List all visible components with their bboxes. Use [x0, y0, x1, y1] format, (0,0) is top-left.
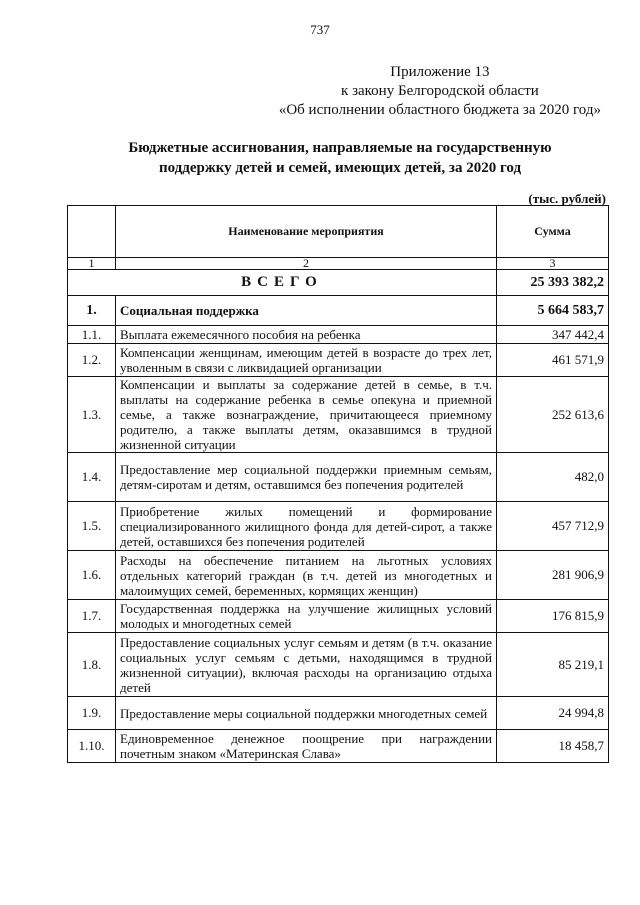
row-name: Приобретение жилых помещений и формирование специализированного жилищного фонда для детей-сирот, а также детей, оставшихся без попечения родителей	[116, 502, 497, 551]
title-line-2: поддержку детей и семей, имеющих детей, за 2020 год	[158, 160, 522, 176]
row-number: 1.3.	[68, 377, 116, 453]
row-name: Компенсации и выплаты за содержание детей в семье, в т.ч. выплаты на содержание ребенка в семье опекуна и приемной семье, а также вознаграждение, причитающееся приемному родителю, а также выплаты детям, оказавшимся в трудной жизненной ситуации	[116, 377, 497, 453]
table-row	[68, 697, 609, 730]
column-number-2: 2	[116, 258, 497, 270]
section-value: 5 664 583,7	[497, 296, 609, 326]
header-name-cell: Наименование мероприятия	[116, 206, 497, 258]
row-name: Расходы на обеспечение питанием на льготных условиях отдельных категорий граждан (в т.ч. детей из многодетных и малоимущих семей, беременных, кормящих женщин)	[116, 551, 497, 600]
title-line-1: Бюджетные ассигнования, направляемые на государственную	[128, 140, 552, 156]
appendix-line-1: Приложение 13	[390, 64, 490, 80]
row-value: 482,0	[497, 453, 609, 502]
units-label: (тыс. рублей)	[528, 191, 606, 206]
table-header-row	[68, 206, 609, 258]
table-row	[68, 344, 609, 377]
row-name: Предоставление социальных услуг семьям и детям (в т.ч. оказание социальных услуг семьям с детьми, находящимся в трудной жизненной ситуации), включая расходы на организацию отдыха детей	[116, 633, 497, 697]
row-name: Предоставление мер социальной поддержки приемным семьям, детям-сиротам и детям, оставшимся без попечения родителей	[116, 453, 497, 502]
section-name: Социальная поддержка	[116, 296, 497, 326]
total-value: 25 393 382,2	[497, 270, 609, 296]
row-value: 18 458,7	[497, 730, 609, 763]
header-number-cell	[68, 206, 116, 258]
row-value: 347 442,4	[497, 326, 609, 344]
row-value: 461 571,9	[497, 344, 609, 377]
appendix-line-3: «Об исполнении областного бюджета за 2020 год»	[278, 102, 601, 118]
table-row	[68, 551, 609, 600]
column-number-row	[68, 258, 609, 270]
row-number: 1.1.	[68, 326, 116, 344]
document-title	[60, 138, 620, 178]
row-name: Государственная поддержка на улучшение жилищных условий молодых и многодетных семей	[116, 600, 497, 633]
appendix-block	[279, 63, 601, 120]
section-number: 1.	[68, 296, 116, 326]
page-number: 737	[310, 22, 330, 37]
table-row	[68, 377, 609, 453]
row-value: 24 994,8	[497, 697, 609, 730]
row-name: Предоставление меры социальной поддержки многодетных семей	[116, 697, 497, 730]
total-label: ВСЕГО	[68, 270, 497, 296]
total-row	[68, 270, 609, 296]
row-number: 1.6.	[68, 551, 116, 600]
table-row	[68, 326, 609, 344]
appendix-line-2: к закону Белгородской области	[341, 83, 539, 99]
column-number-3: 3	[497, 258, 609, 270]
column-number-1: 1	[68, 258, 116, 270]
header-sum-cell: Сумма	[497, 206, 609, 258]
row-value: 176 815,9	[497, 600, 609, 633]
row-name: Компенсации женщинам, имеющим детей в возрасте до трех лет, уволенным в связи с ликвидацией организации	[116, 344, 497, 377]
row-number: 1.4.	[68, 453, 116, 502]
row-number: 1.9.	[68, 697, 116, 730]
row-value: 252 613,6	[497, 377, 609, 453]
row-number: 1.10.	[68, 730, 116, 763]
section-row	[68, 296, 609, 326]
row-number: 1.5.	[68, 502, 116, 551]
row-number: 1.2.	[68, 344, 116, 377]
row-name: Выплата ежемесячного пособия на ребенка	[116, 326, 497, 344]
row-number: 1.8.	[68, 633, 116, 697]
table-row	[68, 730, 609, 763]
row-value: 281 906,9	[497, 551, 609, 600]
budget-table	[67, 205, 609, 763]
table-row	[68, 453, 609, 502]
row-number: 1.7.	[68, 600, 116, 633]
row-value: 457 712,9	[497, 502, 609, 551]
row-name: Единовременное денежное поощрение при награждении почетным знаком «Материнская Слава»	[116, 730, 497, 763]
table-row	[68, 633, 609, 697]
table-row	[68, 600, 609, 633]
row-value: 85 219,1	[497, 633, 609, 697]
table-row	[68, 502, 609, 551]
